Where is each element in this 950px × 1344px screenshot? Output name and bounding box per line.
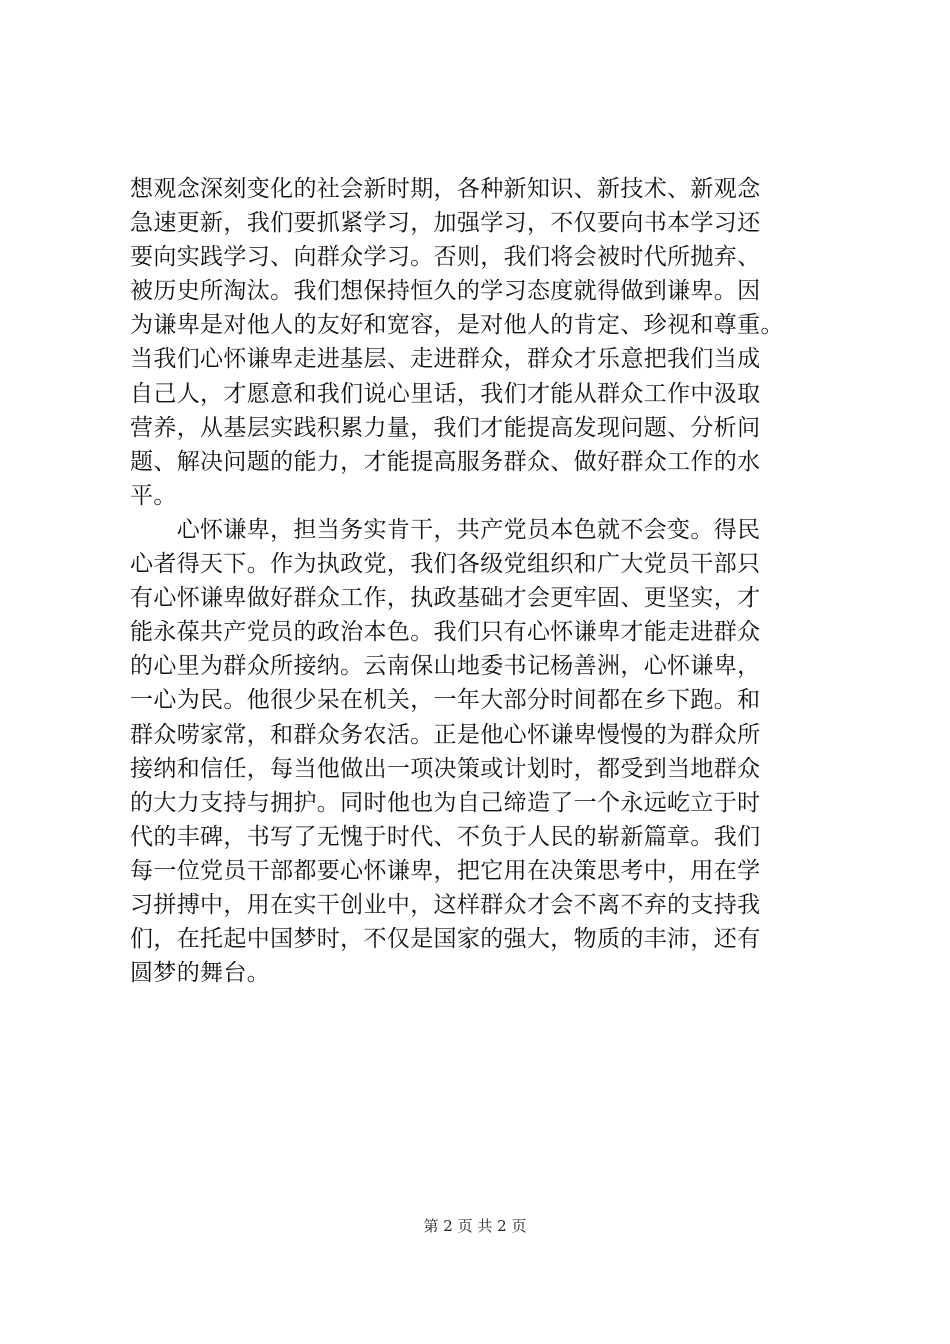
body-text xyxy=(130,172,860,990)
text-line: 题、解决问题的能力，才能提高服务群众、做好群众工作的水 xyxy=(130,448,761,475)
text-line: 的大力支持与拥护。同时他也为自己缔造了一个永远屹立于时 xyxy=(130,789,761,816)
text-line: 有心怀谦卑做好群众工作，执政基础才会更牢固、更坚实，才 xyxy=(130,585,761,612)
text-line: 代的丰碑，书写了无愧于时代、不负于人民的崭新篇章。我们 xyxy=(130,823,761,850)
text-line: 被历史所淘汰。我们想保持恒久的学习态度就得做到谦卑。因 xyxy=(130,278,761,305)
text-line: 营养，从基层实践积累力量，我们才能提高发现问题、分析问 xyxy=(130,414,761,441)
text-line: 接纳和信任，每当他做出一项决策或计划时，都受到当地群众 xyxy=(130,755,761,782)
text-line: 圆梦的舞台。 xyxy=(130,960,271,987)
text-line: 每一位党员干部都要心怀谦卑，把它用在决策思考中，用在学 xyxy=(130,857,761,884)
text-line: 想观念深刻变化的社会新时期，各种新知识、新技术、新观念 xyxy=(130,176,761,202)
text-line: 平。 xyxy=(130,482,177,509)
text-line: 习拼搏中，用在实干创业中，这样群众才会不离不弃的支持我 xyxy=(130,891,761,918)
text-line: 自己人，才愿意和我们说心里话，我们才能从群众工作中汲取 xyxy=(130,380,761,407)
page-number-footer: 第 2 页 共 2 页 xyxy=(423,1217,527,1235)
text-line: 的心里为群众所接纳。云南保山地委书记杨善洲，心怀谦卑， xyxy=(130,653,761,680)
text-line: 能永葆共产党员的政治本色。我们只有心怀谦卑才能走进群众 xyxy=(130,619,761,646)
text-line: 们，在托起中国梦时，不仅是国家的强大，物质的丰沛，还有 xyxy=(130,926,761,953)
text-line: 当我们心怀谦卑走进基层、走进群众，群众才乐意把我们当成 xyxy=(130,346,761,373)
text-line: 心怀谦卑，担当务实肯干，共产党员本色就不会变。得民 xyxy=(130,516,761,543)
text-line: 要向实践学习、向群众学习。否则，我们将会被时代所抛弃、 xyxy=(130,244,761,271)
text-line: 为谦卑是对他人的友好和宽容，是对他人的肯定、珍视和尊重。 xyxy=(130,312,784,339)
text-line: 急速更新，我们要抓紧学习，加强学习，不仅要向书本学习还 xyxy=(130,210,761,237)
text-line: 心者得天下。作为执政党，我们各级党组织和广大党员干部只 xyxy=(130,551,761,578)
text-line: 群众唠家常，和群众务农活。正是他心怀谦卑慢慢的为群众所 xyxy=(130,721,761,748)
text-line: 一心为民。他很少呆在机关，一年大部分时间都在乡下跑。和 xyxy=(130,687,761,714)
